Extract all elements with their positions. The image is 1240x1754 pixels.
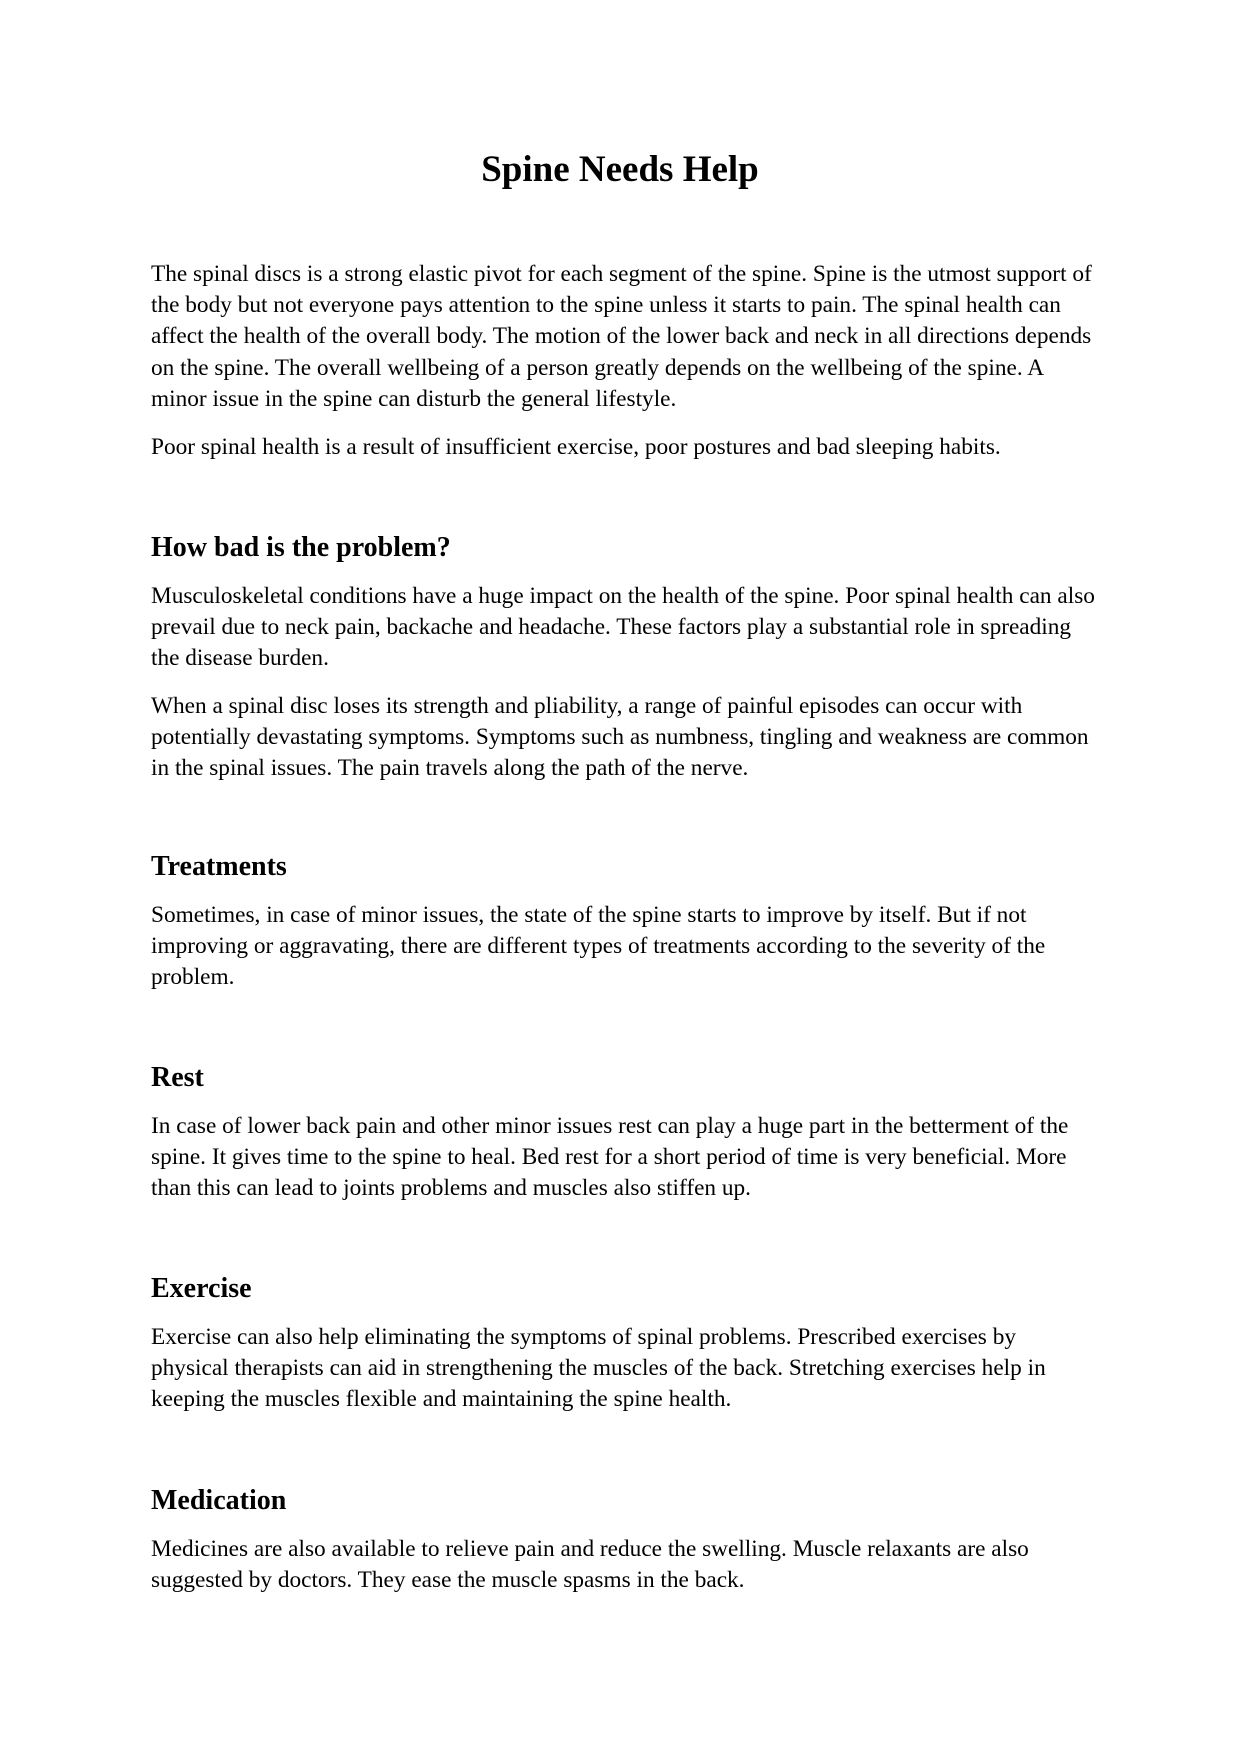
section-how-bad <box>151 531 1096 565</box>
section-how-bad-paragraph-1: Musculoskeletal conditions have a huge impact on the health of the spine. Poor spinal health can also prevail due to neck pain, backache and headache. These factors play a substantial role in spreading the disease burden. <box>151 583 1095 672</box>
section-heading-rest: Rest <box>151 1062 204 1093</box>
section-exercise-body <box>151 1322 1096 1416</box>
section-rest-body <box>151 1111 1096 1205</box>
section-medication-paragraph-1: Medicines are also available to relieve pain and reduce the swelling. Muscle relaxants are also suggested by doctors. They ease the muscle spasms in the back. <box>151 1536 1029 1594</box>
section-heading-treatments: Treatments <box>151 851 287 882</box>
document-title: Spine Needs Help <box>481 149 759 190</box>
intro-paragraph-1: The spinal discs is a strong elastic pivot for each segment of the spine. Spine is the utmost support of the body but not everyone pays attention to the spine unless it starts to pain. The spinal health can affect the health of the overall body. The motion of the lower back and neck in all directions depends on the spine. The overall wellbeing of a person greatly depends on the wellbeing of the spine. A minor issue in the spine can disturb the general lifestyle. <box>151 261 1092 412</box>
section-exercise <box>151 1272 1096 1306</box>
intro-paragraph-2: Poor spinal health is a result of insufficient exercise, poor postures and bad sleeping habits. <box>151 434 1001 460</box>
section-medication <box>151 1484 1096 1518</box>
section-treatments <box>151 850 1096 884</box>
intro-block <box>151 259 1096 415</box>
section-how-bad-body-2 <box>151 691 1096 785</box>
section-exercise-paragraph-1: Exercise can also help eliminating the symptoms of spinal problems. Prescribed exercises by physical therapists can aid in strengthening the muscles of the back. Stretching exercises help in keeping the muscles flexible and maintaining the spine health. <box>151 1324 1046 1413</box>
section-heading-exercise: Exercise <box>151 1273 252 1304</box>
section-treatments-paragraph-1: Sometimes, in case of minor issues, the state of the spine starts to improve by itself. But if not improving or aggravating, there are different types of treatments according to the severity of the problem. <box>151 902 1046 991</box>
intro-block-2 <box>151 432 1096 463</box>
section-treatments-body <box>151 900 1096 994</box>
section-how-bad-paragraph-2: When a spinal disc loses its strength and pliability, a range of painful episodes can occur with potentially devastating symptoms. Symptoms such as numbness, tingling and weakness are common in the spinal issues. The pain travels along the path of the nerve. <box>151 693 1089 782</box>
section-heading-medication: Medication <box>151 1485 287 1516</box>
section-medication-body <box>151 1534 1096 1596</box>
section-heading-how-bad: How bad is the problem? <box>151 532 451 563</box>
section-rest-paragraph-1: In case of lower back pain and other minor issues rest can play a huge part in the betterment of the spine. It gives time to the spine to heal. Bed rest for a short period of time is very beneficial. More than this can lead to joints problems and muscles also stiffen up. <box>151 1113 1069 1202</box>
section-rest <box>151 1061 1096 1095</box>
section-how-bad-body-1 <box>151 581 1096 675</box>
